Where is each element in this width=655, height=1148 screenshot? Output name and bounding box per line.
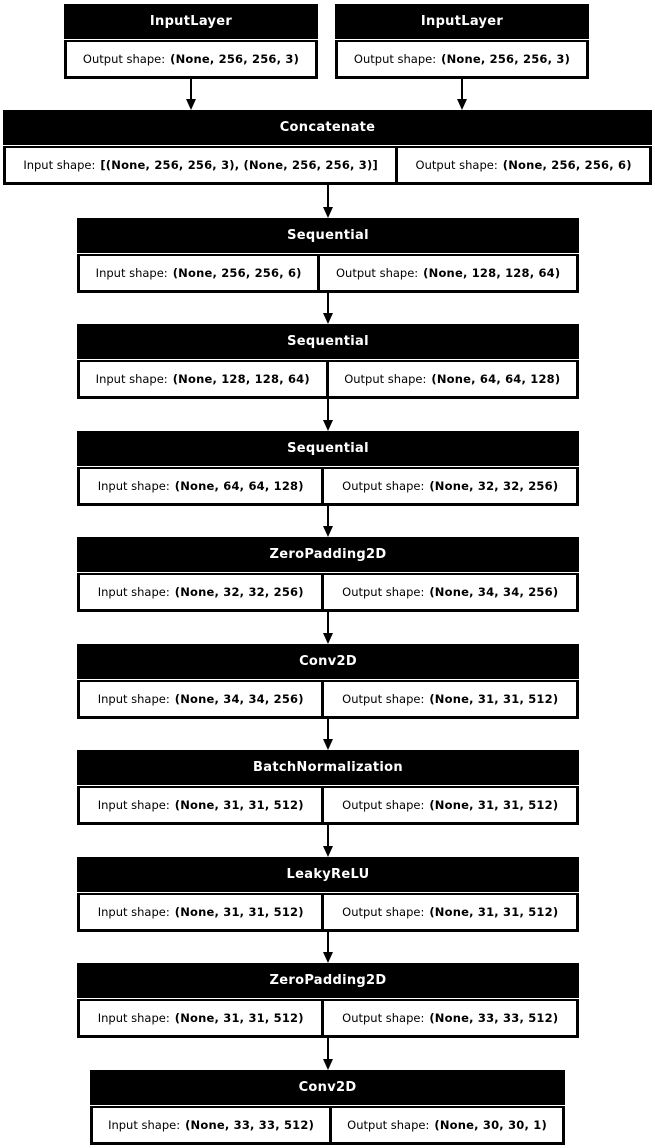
arrow-head: [323, 739, 333, 750]
layer-type-title: InputLayer: [149, 14, 233, 29]
layer-node-leakyrelu: [77, 857, 579, 932]
arrow-line: [327, 506, 329, 526]
shape-value: (None, 64, 64, 128): [431, 372, 561, 386]
flow-arrow: [322, 719, 334, 750]
arrow-line: [190, 79, 192, 99]
arrow-line: [327, 1038, 329, 1059]
shape-label: Input shape:: [97, 1011, 170, 1025]
arrow-head: [186, 99, 196, 110]
layer-node-conv2d-2: [90, 1070, 565, 1145]
shape-value: (None, 31, 31, 512): [429, 692, 559, 706]
input-shape-cell: [80, 1001, 321, 1035]
shape-value: (None, 64, 64, 128): [174, 479, 304, 493]
shape-label: Input shape:: [97, 585, 170, 599]
input-shape-cell: [80, 682, 321, 716]
shape-label: Output shape:: [342, 905, 425, 919]
shape-value: (None, 32, 32, 256): [429, 479, 559, 493]
output-shape-cell: [398, 148, 649, 182]
arrow-head: [457, 99, 467, 110]
arrow-head: [323, 846, 333, 857]
shape-label: Output shape:: [344, 372, 427, 386]
shape-row: [77, 785, 579, 825]
shape-value: [(None, 256, 256, 3), (None, 256, 256, 3)]: [100, 158, 378, 172]
shape-value: (None, 256, 256, 3): [441, 52, 571, 66]
layer-type-title: Sequential: [287, 228, 369, 243]
input-shape-cell: [80, 788, 321, 822]
flow-arrow: [322, 399, 334, 431]
shape-label: Output shape:: [342, 479, 425, 493]
output-shape-cell: [324, 575, 576, 609]
arrow-line: [327, 825, 329, 846]
input-shape-cell: [80, 469, 321, 503]
shape-label: Input shape:: [97, 798, 170, 812]
shape-label: Input shape:: [108, 1118, 181, 1132]
flow-arrow: [456, 79, 468, 110]
layer-type-title: ZeroPadding2D: [269, 973, 387, 988]
layer-node-sequential-1: [77, 218, 579, 293]
input-shape-cell: [93, 1108, 329, 1142]
shape-label: Output shape:: [415, 158, 498, 172]
flow-arrow: [322, 932, 334, 963]
shape-row: [77, 679, 579, 719]
layer-node-zeropadding2d-1: [77, 537, 579, 612]
layer-node-zeropadding2d-2: [77, 963, 579, 1038]
layer-type-title: LeakyReLU: [286, 867, 370, 882]
shape-value: (None, 33, 33, 512): [185, 1118, 315, 1132]
layer-node-inputlayer-2: [335, 4, 589, 79]
shape-row: [77, 572, 579, 612]
shape-value: (None, 30, 30, 1): [434, 1118, 547, 1132]
shape-value: (None, 128, 128, 64): [172, 372, 310, 386]
shape-label: Input shape:: [95, 372, 168, 386]
shape-row: [77, 998, 579, 1038]
shape-label: Output shape:: [342, 1011, 425, 1025]
shape-label: Output shape:: [342, 585, 425, 599]
shape-value: (None, 31, 31, 512): [174, 1011, 304, 1025]
shape-value: (None, 256, 256, 6): [502, 158, 632, 172]
input-shape-cell: [80, 895, 321, 929]
arrow-line: [327, 719, 329, 739]
shape-row: [90, 1105, 565, 1145]
shape-row: [77, 253, 579, 293]
shape-label: Output shape:: [82, 52, 166, 66]
arrow-line: [327, 612, 329, 633]
arrow-head: [323, 952, 333, 963]
output-shape-cell: [329, 362, 576, 396]
output-shape-cell: [332, 1108, 562, 1142]
shape-value: (None, 31, 31, 512): [429, 905, 559, 919]
flow-arrow: [322, 185, 334, 218]
layer-node-sequential-2: [77, 324, 579, 399]
shape-label: Output shape:: [342, 692, 425, 706]
arrow-head: [323, 207, 333, 218]
shape-value: (None, 33, 33, 512): [429, 1011, 559, 1025]
shape-value: (None, 34, 34, 256): [174, 692, 304, 706]
output-shape-cell: [338, 42, 586, 76]
layer-type-title: Sequential: [287, 334, 369, 349]
shape-value: (None, 31, 31, 512): [174, 905, 304, 919]
arrow-head: [323, 313, 333, 324]
output-shape-cell: [67, 42, 315, 76]
shape-label: Input shape:: [97, 479, 170, 493]
arrow-line: [327, 293, 329, 313]
layer-type-title: Conv2D: [299, 654, 357, 669]
layer-type-title: Sequential: [287, 441, 369, 456]
shape-label: Output shape:: [335, 266, 419, 280]
shape-label: Input shape:: [23, 158, 96, 172]
output-shape-cell: [324, 788, 576, 822]
arrow-line: [461, 79, 463, 99]
layer-node-conv2d-1: [77, 644, 579, 719]
output-shape-cell: [324, 895, 576, 929]
layer-node-concatenate: [3, 110, 652, 185]
layer-node-inputlayer-1: [64, 4, 318, 79]
layer-type-title: Concatenate: [279, 120, 376, 135]
input-shape-cell: [6, 148, 395, 182]
arrow-head: [323, 633, 333, 644]
flow-arrow: [322, 293, 334, 324]
layer-type-title: InputLayer: [420, 14, 504, 29]
shape-row: [77, 359, 579, 399]
shape-label: Output shape:: [342, 798, 425, 812]
layer-type-title: ZeroPadding2D: [269, 547, 387, 562]
output-shape-cell: [324, 1001, 576, 1035]
shape-label: Output shape:: [353, 52, 437, 66]
output-shape-cell: [324, 682, 576, 716]
flow-arrow: [322, 612, 334, 644]
layer-node-batchnormalization: [77, 750, 579, 825]
shape-row: [77, 892, 579, 932]
shape-row: [335, 39, 589, 79]
input-shape-cell: [80, 256, 317, 290]
flow-arrow: [185, 79, 197, 110]
shape-row: [64, 39, 318, 79]
flow-arrow: [322, 506, 334, 537]
shape-value: (None, 31, 31, 512): [174, 798, 304, 812]
shape-value: (None, 31, 31, 512): [429, 798, 559, 812]
input-shape-cell: [80, 362, 326, 396]
shape-row: [3, 145, 652, 185]
input-shape-cell: [80, 575, 321, 609]
flow-arrow: [322, 1038, 334, 1070]
arrow-head: [323, 1059, 333, 1070]
shape-value: (None, 256, 256, 6): [172, 266, 302, 280]
arrow-head: [323, 420, 333, 431]
arrow-head: [323, 526, 333, 537]
shape-value: (None, 34, 34, 256): [429, 585, 559, 599]
arrow-line: [327, 932, 329, 952]
shape-value: (None, 32, 32, 256): [174, 585, 304, 599]
layer-node-sequential-3: [77, 431, 579, 506]
output-shape-cell: [320, 256, 576, 290]
layer-type-title: Conv2D: [298, 1080, 357, 1095]
layer-type-title: BatchNormalization: [253, 760, 403, 775]
shape-value: (None, 256, 256, 3): [170, 52, 300, 66]
shape-label: Input shape:: [95, 266, 168, 280]
output-shape-cell: [324, 469, 576, 503]
shape-label: Output shape:: [347, 1118, 430, 1132]
arrow-line: [327, 399, 329, 420]
flow-arrow: [322, 825, 334, 857]
arrow-line: [327, 185, 329, 207]
shape-value: (None, 128, 128, 64): [423, 266, 561, 280]
shape-label: Input shape:: [97, 692, 170, 706]
shape-label: Input shape:: [97, 905, 170, 919]
shape-row: [77, 466, 579, 506]
